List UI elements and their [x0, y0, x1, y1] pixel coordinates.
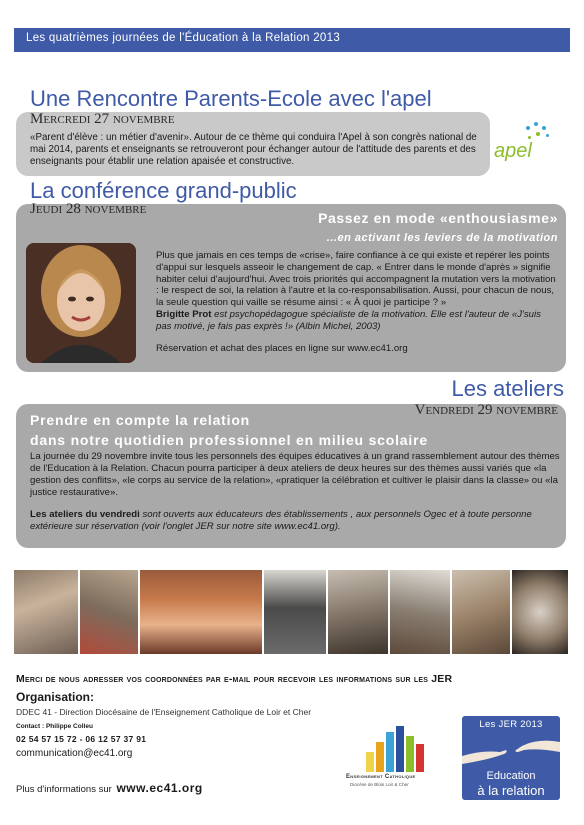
section2-title: La conférence grand-public: [30, 178, 297, 203]
section1-text: «Parent d'élève : un métier d'avenir». Autour de ce thème qui conduira l'Apel à son congrès national de mai 2014, parents et enseignants se retrouveront pour échanger autour de l'attitude des parents et des enseignants pour établir une relation apaisée et constructive.: [30, 132, 477, 168]
photo-workshop-3: [328, 570, 388, 654]
photo-workshop-5: [452, 570, 510, 654]
section3-date: Vendredi 29 novembre: [414, 402, 558, 418]
section3-note: [30, 509, 570, 533]
org-title: Organisation:: [16, 690, 95, 704]
photo-conference-hall: [264, 570, 326, 654]
hands-icon: [462, 732, 560, 770]
reservation-text: Réservation et achat des places en ligne sur www.ec41.org: [156, 342, 408, 354]
section3-headline1: Prendre en compte la relation: [30, 412, 251, 428]
photo-workshop-1: [14, 570, 78, 654]
speaker-name: Brigitte Prot: [156, 308, 212, 320]
jer-logo-line2: à la relation: [477, 783, 545, 798]
section2-headline: Passez en mode «enthousiasme»: [318, 210, 558, 226]
contact-text: Contact : Philippe Colleu: [16, 723, 93, 730]
section3-headline2: dans notre quotidien professionnel en milieu scolaire: [30, 432, 428, 448]
speaker-portrait: [26, 243, 136, 363]
website-link[interactable]: www.ec41.org: [116, 781, 203, 795]
merci-text: Merci de nous adresser vos coordonnées par e-mail pour recevoir les informations sur les JER: [16, 673, 453, 685]
jer-logo-top: Les JER 2013: [479, 719, 543, 730]
photo-audience: [140, 570, 262, 654]
speaker-bio: est psychopédagogue spécialiste de la motivation. Elle est l'auteur de «J'suis pas motivé, je fais pas exprès !» (Albin Michel, 2003): [156, 308, 541, 332]
section3-note-bold: Les ateliers du vendredi: [30, 509, 140, 520]
section1-date: Mercredi 27 novembre: [30, 111, 175, 127]
org-line: DDEC 41 - Direction Diocésaine de l'Enseignement Catholique de Loir et Cher: [16, 707, 312, 717]
email-link[interactable]: communication@ec41.org: [16, 748, 133, 759]
section2-text: Plus que jamais en ces temps de «crise», faire confiance à ce qui existe et repérer les points d'appui sur lesquels asseoir le changement de cap. « Entrer dans le monde d'après » signifie habiter celui d'aujourd'hui. Avec trois priorités qui accompagnent la mutation vers la motivation : le respect de soi, la relation à l'autre et la co-responsabilisation. Aussi, pour chacun de nous, la seule question qui vaille se résume ainsi : « À quoi je participe ? »: [156, 250, 556, 309]
ec-logo-name: Enseignement Catholique: [346, 774, 416, 780]
jer-logo: [462, 716, 560, 800]
section2-subheadline: ...en activant les leviers de la motivation: [326, 232, 558, 244]
photo-workshop-4: [390, 570, 450, 654]
header-banner: [14, 28, 570, 52]
photo-circle-group: [512, 570, 568, 654]
section1-title: Une Rencontre Parents-Ecole avec l'apel: [30, 86, 432, 111]
section3-note-rest: sont ouverts aux éducateurs des établissements , aux personnels Ogec et à toute personne extérieure sur réservation (voir l'onglet JER sur notre site www.ec41.org).: [30, 509, 532, 532]
apel-logo: [490, 120, 558, 168]
ec-logo-sub: Diocèse de Blois Loir & Cher: [350, 782, 409, 787]
header-banner-text: Les quatrièmes journées de l'Éducation à la Relation 2013: [26, 32, 341, 44]
photo-workshop-2: [80, 570, 138, 654]
section3-text: La journée du 29 novembre invite tous les personnels des équipes éducatives à un grand rassemblement autour des thèmes de l'Education à la Relation. Chacun pourra participer à deux ateliers de deux heures sur des thèmes aussi variés que «la gestion des conflits», «le corps au service de la relation», «pratiquer la célébration et cultiver le plaisir dans la classe» ou «la justice restaurative».: [30, 451, 560, 498]
photo-strip: [14, 570, 568, 654]
phone-text: 02 54 57 15 72 - 06 12 57 37 91: [16, 734, 147, 744]
apel-logo-text: apel: [494, 140, 532, 162]
more-info-label: Plus d'informations sur: [16, 784, 112, 795]
more-info: [16, 781, 203, 795]
section2-date: Jeudi 28 novembre: [30, 201, 147, 217]
section2-text-block: [156, 250, 556, 354]
jer-logo-line1: Education: [486, 770, 536, 782]
section3-title: Les ateliers: [451, 376, 564, 401]
